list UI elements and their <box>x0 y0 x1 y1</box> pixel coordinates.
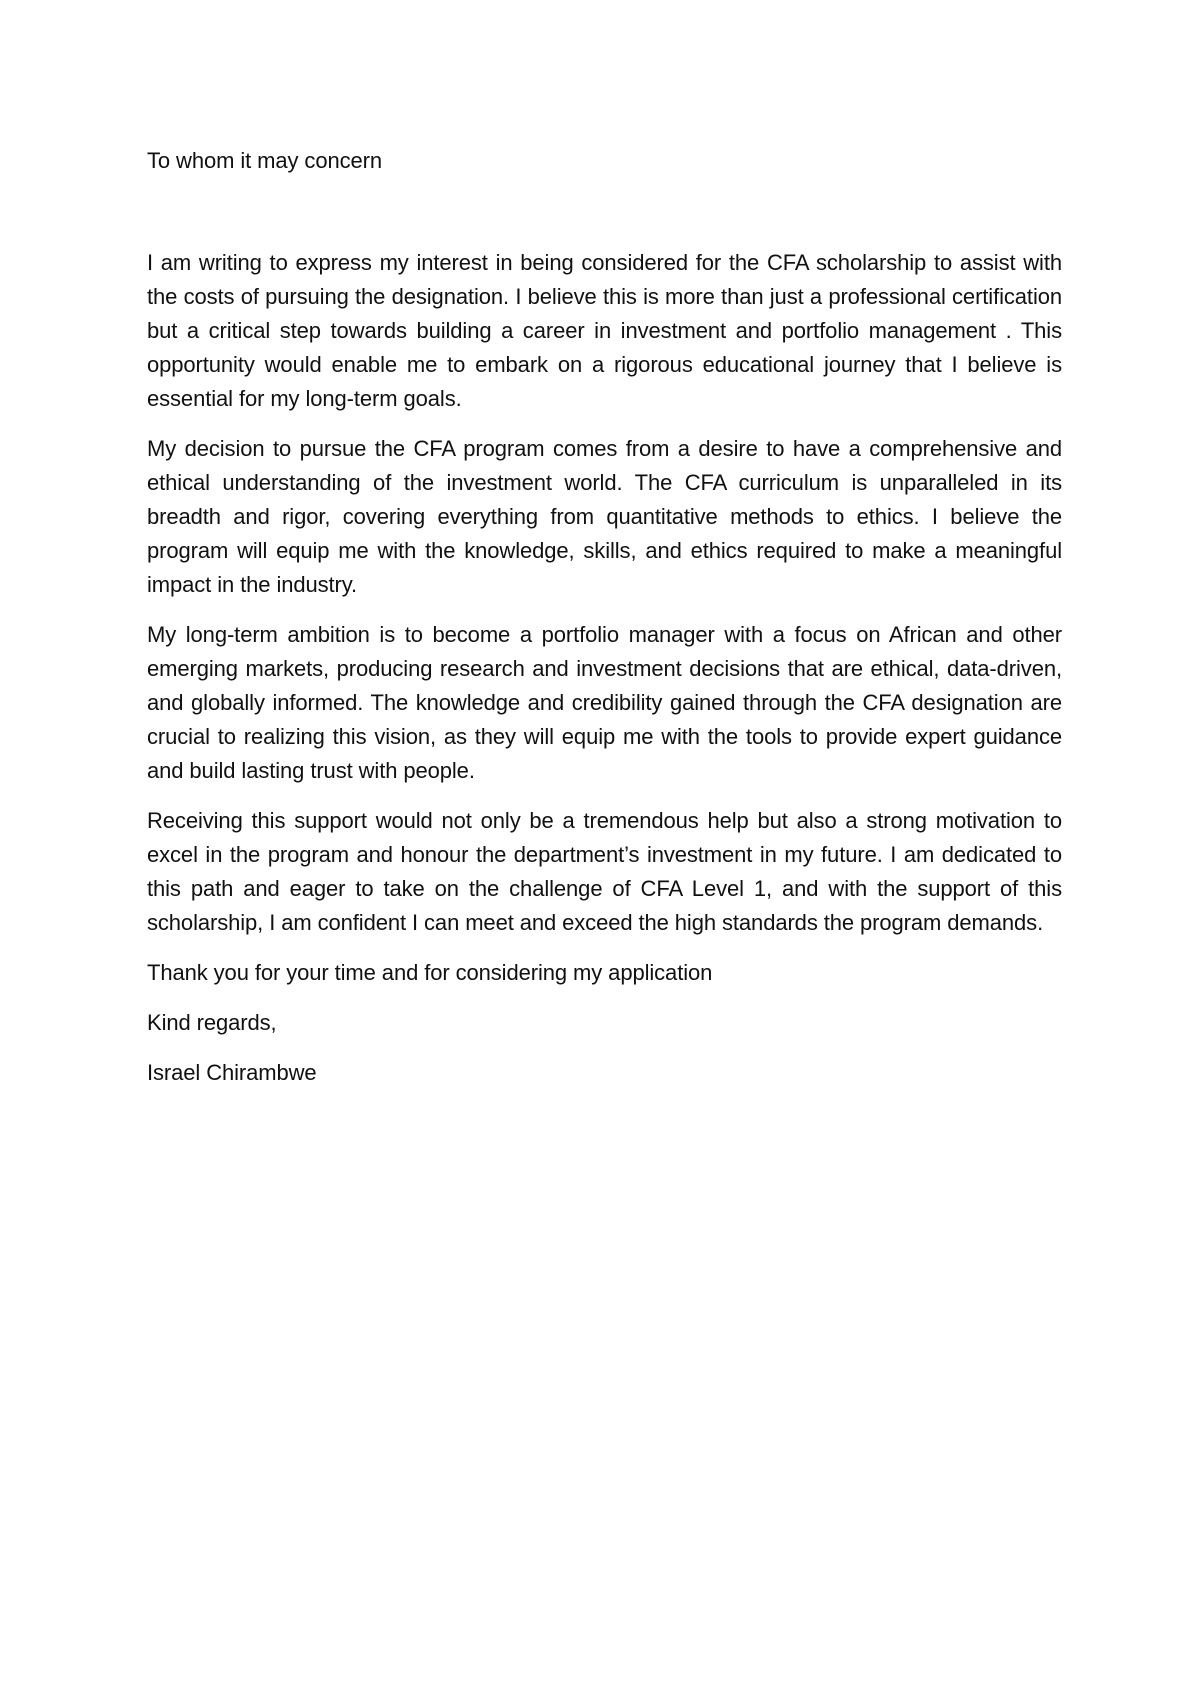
paragraph-ambition: My long-term ambition is to become a portfolio manager with a focus on African and other emerging markets, producing research and investment decisions that are ethical, data-driven, and globally informed. The knowledge and credibility gained through the CFA designation are crucial to realizing this vision, as they will equip me with the tools to provide expert guidance and build lasting trust with people. <box>147 622 1062 783</box>
paragraph-decision: My decision to pursue the CFA program comes from a desire to have a comprehensive and ethical understanding of the investment world. The CFA curriculum is unparalleled in its breadth and rigor, covering everything from quantitative methods to ethics. I believe the program will equip me with the knowledge, skills, and ethics required to make a meaningful impact in the industry. <box>147 436 1062 597</box>
closing-line: Kind regards, <box>147 1010 277 1035</box>
signature-name: Israel Chirambwe <box>147 1060 317 1085</box>
paragraph-support: Receiving this support would not only be a tremendous help but also a strong motivation to excel in the program and honour the department’s investment in my future. I am dedicated to this path and eager to take on the challenge of CFA Level 1, and with the support of this scholarship, I am confident I can meet and exceed the high standards the program demands. <box>147 808 1062 935</box>
paragraph-interest: I am writing to express my interest in being considered for the CFA scholarship to assist with the costs of pursuing the designation. I believe this is more than just a professional certification but a critical step towards building a career in investment and portfolio management . This opportunity would enable me to embark on a rigorous educational journey that I believe is essential for my long-term goals. <box>147 250 1062 411</box>
thanks-line: Thank you for your time and for considering my application <box>147 960 713 985</box>
letter-body <box>147 144 1062 1106</box>
salutation: To whom it may concern <box>147 148 382 173</box>
